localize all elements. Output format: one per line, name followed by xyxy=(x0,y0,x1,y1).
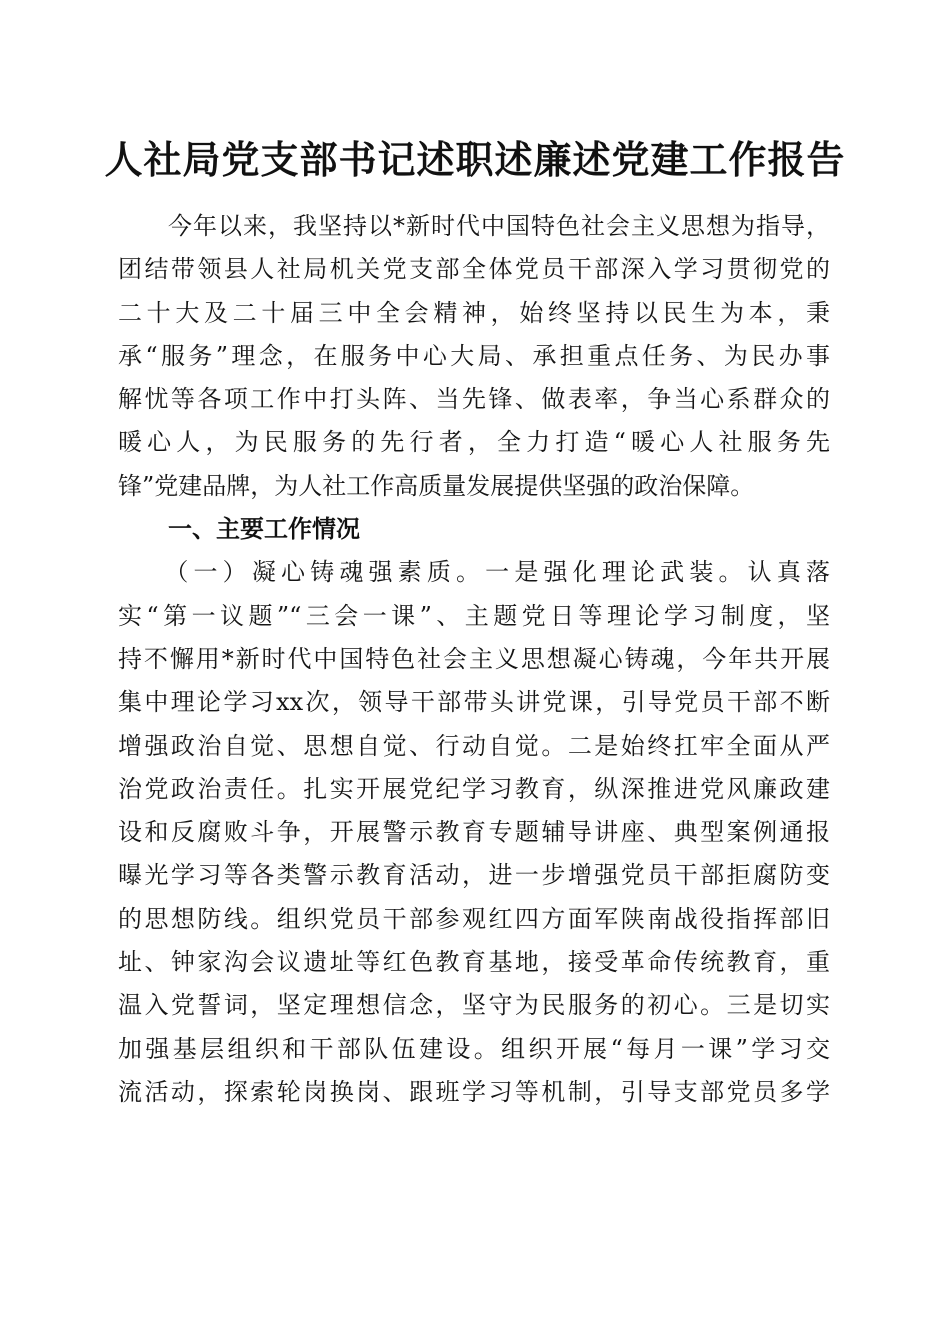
section-line: 设和反腐败斗争，开展警示教育专题辅导讲座、典型案例通报 xyxy=(118,818,830,847)
section-line: 实“第一议题”“三会一课”、主题党日等理论学习制度，坚 xyxy=(118,601,830,630)
section-line: 增强政治自觉、思想自觉、行动自觉。二是始终扛牢全面从严 xyxy=(118,731,830,760)
intro-line: 暖心人，为民服务的先行者，全力打造“暖心人社服务先 xyxy=(118,428,830,457)
section-heading: 一、主要工作情况 xyxy=(168,515,360,544)
section-line: 治党政治责任。扎实开展党纪学习教育，纵深推进党风廉政建 xyxy=(118,774,830,803)
section-line: 流活动，探索轮岗换岗、跟班学习等机制，引导支部党员多学 xyxy=(118,1077,830,1106)
section-line: 曝光学习等各类警示教育活动，进一步增强党员干部拒腐防变 xyxy=(118,861,830,890)
section-line: 址、钟家沟会议遗址等红色教育基地，接受革命传统教育，重 xyxy=(118,948,830,977)
section-line: 温入党誓词，坚定理想信念，坚守为民服务的初心。三是切实 xyxy=(118,991,830,1020)
section-line: 加强基层组织和干部队伍建设。组织开展“每月一课”学习交 xyxy=(118,1034,830,1063)
intro-line: 二十大及二十届三中全会精神，始终坚持以民生为本，秉 xyxy=(118,298,830,327)
section-line: 持不懈用*新时代中国特色社会主义思想凝心铸魂，今年共开展 xyxy=(118,644,830,673)
document-body xyxy=(118,205,830,1114)
section-line: 的思想防线。组织党员干部参观红四方面军陕南战役指挥部旧 xyxy=(118,904,830,933)
document-title: 人社局党支部书记述职述廉述党建工作报告 xyxy=(104,137,846,182)
intro-line: 锋”党建品牌，为人社工作高质量发展提供坚强的政治保障。 xyxy=(118,471,755,500)
intro-line: 解忧等各项工作中打头阵、当先锋、做表率，争当心系群众的 xyxy=(118,385,830,414)
intro-line: 团结带领县人社局机关党支部全体党员干部深入学习贯彻党的 xyxy=(118,255,830,284)
intro-line: 今年以来，我坚持以*新时代中国特色社会主义思想为指导， xyxy=(118,212,830,240)
section-line: 集中理论学习xx次，领导干部带头讲党课，引导党员干部不断 xyxy=(118,688,830,717)
intro-line: 承“服务”理念，在服务中心大局、承担重点任务、为民办事 xyxy=(118,341,830,370)
section-line: （一）凝心铸魂强素质。一是强化理论武装。认真落 xyxy=(118,558,830,587)
